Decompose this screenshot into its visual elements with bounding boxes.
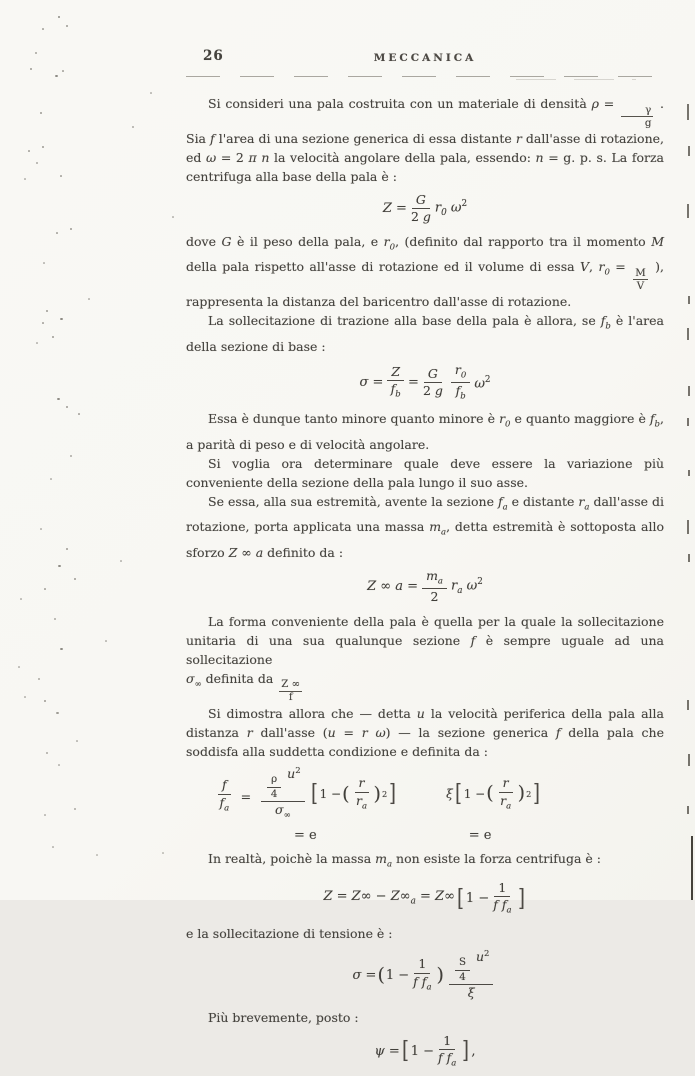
eq4-exponent-row (214, 765, 664, 824)
paragraph-se-essa: Se essa, alla sua estremità, avente la sezione $f_a$ e distante $r_a$ dall'asse di rotazione, porta applicata una massa $m_a$, detta estremità è sottoposta allo sforzo Z ∞ a definito da : (186, 493, 665, 560)
eq2-mid: = (408, 375, 419, 391)
eq1-lhs: Z = (382, 201, 407, 217)
eq7-lhs: ψ = (374, 1044, 400, 1060)
header-rule (186, 76, 664, 77)
eq4-base-e-1: = e (294, 827, 317, 843)
eq4-equals: = (240, 788, 252, 804)
binding-edge-line (691, 836, 693, 900)
eq7-fraction: $\frac{1}{f f_a}$ (438, 1032, 457, 1069)
eq2-lhs: σ = (359, 375, 384, 391)
left-paren: ( (342, 782, 350, 805)
paragraph-si-voglia: Si voglia ora determinare quale deve essere la variazione più conveniente della sezione della pala lungo il suo asse. (186, 455, 664, 490)
right-paren: ) (517, 782, 526, 805)
paragraph-forma-conveniente: La forma conveniente della pala è quella per la quale la sollecitazione unitaria di una sua qualunque sezione f è sempre uguale ad una sollecitazione (186, 613, 665, 667)
eq4-base-row (186, 826, 664, 845)
left-paren: ( (377, 963, 385, 986)
squared-exponent: 2 (526, 788, 532, 799)
eq3-lhs: Z ∞ a = (367, 579, 419, 595)
paragraph-in-realta: In realtà, poichè la massa $m_a$ non esiste la forza centrifuga è : (208, 850, 601, 870)
page-content (186, 46, 664, 1076)
left-bracket: [ (310, 780, 318, 807)
eq5-lhs: $Z = Z\infty - Z\infty_a = Z\infty$ (323, 888, 455, 907)
equation-centrifugal-force (186, 193, 664, 225)
header-rule-secondary (516, 79, 636, 80)
equation-exponential (186, 765, 664, 845)
eq4-r-fraction: $\frac{r}{r_a}$ (356, 775, 368, 812)
eq4-base-e-2: = e (468, 827, 492, 843)
paragraph-essa: Essa è dunque tanto minore quanto minore è $r_0$ e quanto maggiore è $f_b$, a parità di peso e di velocità angolare. (186, 411, 664, 452)
equation-psi (186, 1034, 664, 1070)
eq3-tail: $r_a$ $\omega^2$ (451, 576, 483, 596)
eq4-r-fraction: $\frac{r}{r_a}$ (500, 775, 512, 812)
eq4-exponent-1 (257, 767, 398, 822)
page-number: 26 (203, 48, 224, 64)
right-paren: ) (373, 782, 381, 805)
eq4-one-minus: 1 − (319, 786, 342, 801)
eq6-fraction-2: $\frac{S}{4}$ $u^2$ ξ (449, 950, 494, 1001)
left-bracket: [ (454, 780, 462, 807)
eq5-one-minus: 1 − (465, 891, 490, 907)
right-bracket: ] (462, 1038, 470, 1065)
xi-symbol: ξ (446, 786, 453, 801)
eq7-tail: , (471, 1044, 476, 1060)
eq5-fraction: $\frac{1}{f f_a}$ (493, 880, 512, 916)
eq3-fraction: $\frac{m_a}{2}$ (422, 569, 447, 605)
right-bracket: ] (389, 780, 397, 807)
eq4-exponent-2 (446, 776, 542, 812)
paragraph-si-dimostra: Si dimostra allora che — detta u la velocità periferica della pala alla distanza r dall'asse (u = r ω) — la sezione generica f della pala che soddisfa alla suddetta condizione e definita da : (186, 705, 665, 759)
eq1-fraction: $\frac{G}{2 g}$ (410, 192, 431, 225)
eq4-f-fraction: $\frac{f}{f_a}$ (219, 777, 230, 814)
right-paren: ) (436, 963, 444, 986)
paragraph-piu-brevemente: Più brevemente, posto : (208, 1009, 359, 1025)
eq2-fraction-3: $\frac{r_0}{f_b}$ (451, 363, 470, 403)
equation-z-infinity-a (186, 569, 664, 605)
eq4-rho-fraction: $\frac{\rho}{4}$ $u^2$ $\sigma_\infty$ (261, 767, 305, 822)
equation-sigma-base (186, 363, 664, 403)
left-bracket: [ (401, 1038, 409, 1065)
eq6-lhs: σ = (352, 967, 377, 983)
paragraph-tensione: e la sollecitazione di tensione è : (186, 925, 393, 941)
eq7-one-minus: 1 − (410, 1044, 435, 1060)
eq6-one-minus: 1 − (385, 967, 410, 983)
equation-z-difference (186, 881, 664, 917)
eq2-tail: $\omega^2$ (474, 375, 491, 392)
paragraph-baricentro: dove G è il peso della pala, e $r_0$, (definito dal rapporto tra il momento M della pala rispetto all'asse di rotazione ed il volume di essa V, $r_0$ = $\frac{M}{V}$ ), rappresenta la distanza del baricentro dall'asse di rotazione. (186, 233, 665, 310)
running-head (186, 46, 664, 70)
right-bracket: ] (533, 780, 541, 807)
left-bracket: [ (457, 885, 464, 912)
paragraph-sollecitazione: La sollecitazione di trazione alla base della pala è allora, se $f_b$ è l'area della sezione di base : (186, 313, 664, 354)
journal-title: MECCANICA (373, 52, 477, 64)
paragraph-sigma-infinity: $\sigma_\infty$ definita da $\frac{Z \infty}{f}$ (186, 670, 301, 704)
left-paren: ( (486, 782, 494, 805)
squared-exponent: 2 (381, 788, 388, 799)
eq6-fraction-1: $\frac{1}{f f_a}$ (413, 956, 432, 993)
eq4-one-minus: 1 − (463, 786, 486, 801)
right-bracket: ] (517, 885, 525, 912)
paragraph-intro: Si consideri una pala costruita con un materiale di densità ρ = $\frac{\gamma}{g}$ . Sia f l'area di una sezione generica di essa distante r dall'asse di rotazione, ed ω = 2 π n la velocità angolare della pala, essendo: n = g. p. s. La forza centrifuga alla base della pala è : (186, 96, 665, 185)
equation-sigma-tension (186, 950, 664, 1001)
eq1-tail: $r_0$ $\omega^2$ (434, 198, 468, 218)
eq2-fraction-2: $\frac{G}{2 g}$ (422, 365, 443, 399)
eq2-fraction-1: $\frac{Z}{f_b}$ (387, 365, 404, 401)
